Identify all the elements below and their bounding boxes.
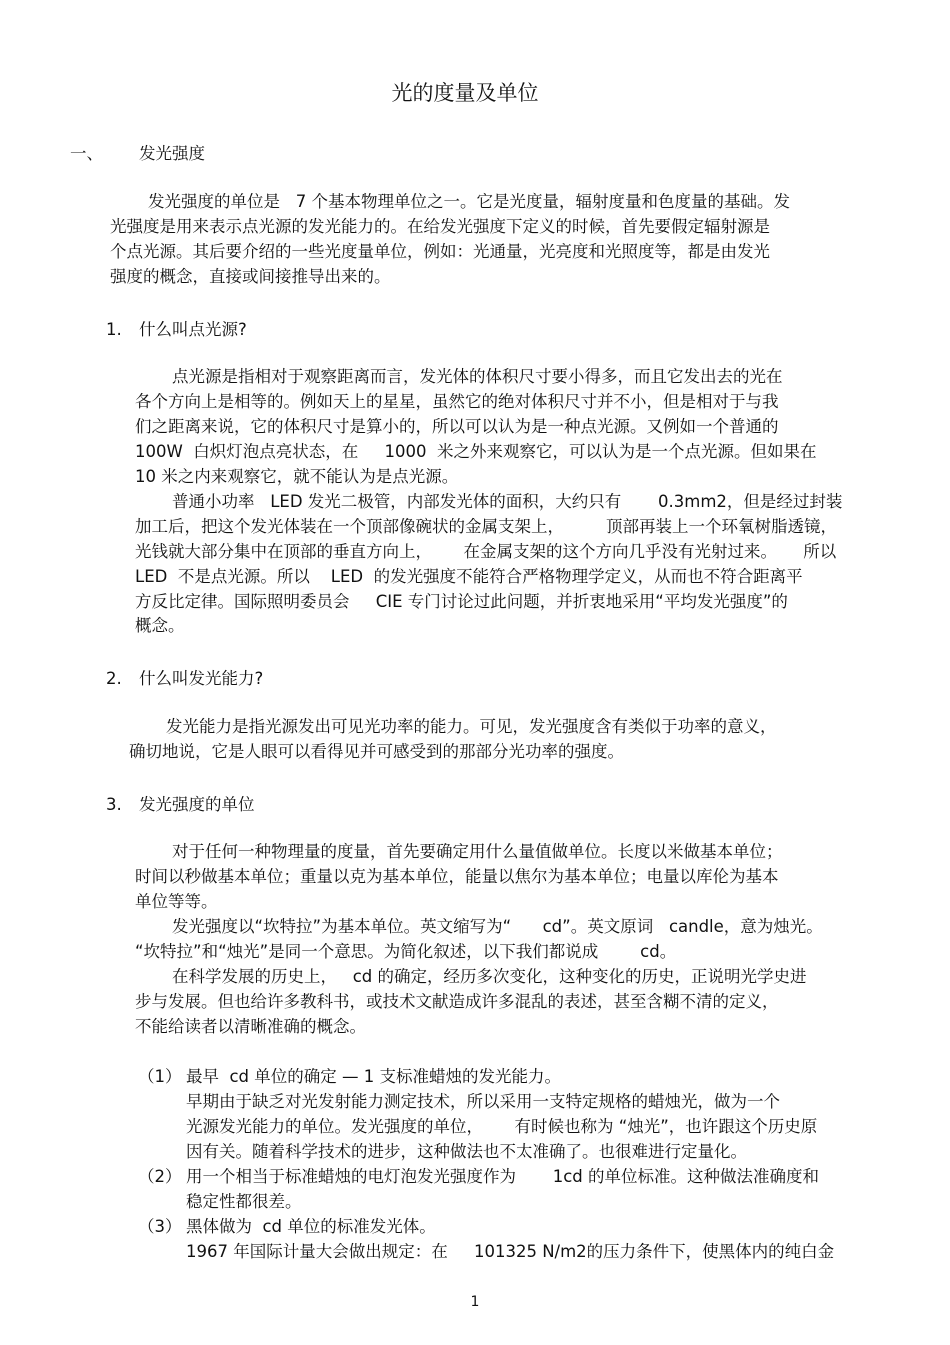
- q3-heading: 发光强度的单位: [139, 795, 255, 814]
- q3-line: “坎特拉”和“烛光”是同一个意思。为简化叙述，以下我们都说成 cd。: [135, 942, 677, 961]
- q1-number: 1.: [106, 320, 122, 339]
- intro-line: 强度的概念，直接或间接推导出来的。: [110, 267, 391, 286]
- q3-number: 3.: [106, 795, 122, 814]
- item-line: 光源发光能力的单位。发光强度的单位， 有时候也称为 “烛光”，也许跟这个历史原: [186, 1117, 818, 1136]
- q2-number: 2.: [106, 669, 122, 688]
- q1-line: 各个方向上是相等的。例如天上的星星，虽然它的绝对体积尺寸并不小，但是相对于与我: [135, 392, 779, 411]
- q3-line: 对于任何一种物理量的度量，首先要确定用什么量值做单位。长度以米做基本单位；: [172, 842, 783, 861]
- item-line: 因有关。随着科学技术的进步，这种做法也不太准确了。也很难进行定量化。: [186, 1142, 747, 1161]
- item-line: 稳定性都很差。: [186, 1192, 302, 1211]
- q2-heading: 什么叫发光能力?: [139, 669, 264, 688]
- item-number: （3）: [138, 1217, 182, 1236]
- q1-line: 光钱就大部分集中在顶部的垂直方向上， 在金属支架的这个方向几乎没有光射过来。 所以: [135, 542, 837, 561]
- item-line: 最早 cd 单位的确定 — 1 支标准蜡烛的发光能力。: [186, 1067, 562, 1086]
- q3-line: 时间以秒做基本单位；重量以克为基本单位，能量以焦尔为基本单位；电量以库伦为基本: [135, 867, 779, 886]
- q1-line: 点光源是指相对于观察距离而言，发光体的体积尺寸要小得多，而且它发出去的光在: [172, 367, 783, 386]
- q3-line: 不能给读者以清晰准确的概念。: [135, 1017, 366, 1036]
- item-line: 早期由于缺乏对光发射能力测定技术，所以采用一支特定规格的蜡烛光，做为一个: [186, 1092, 780, 1111]
- q1-line: 方反比定律。国际照明委员会 CIE 专门讨论过此问题，并折衷地采用“平均发光强度”的: [135, 592, 788, 611]
- section-number: 一、: [70, 144, 103, 163]
- q1-heading: 什么叫点光源?: [139, 320, 247, 339]
- page-number: 1: [470, 1294, 480, 1310]
- q1-line: 100W 白炽灯泡点亮状态，在 1000 米之外来观察它，可以认为是一个点光源。但如果在: [135, 442, 817, 461]
- item-number: （1）: [138, 1067, 182, 1086]
- q3-line: 发光强度以“坎特拉”为基本单位。英文缩写为“ cd”。英文原词 candle，意为烛光。: [172, 917, 823, 936]
- q2-line: 发光能力是指光源发出可见光功率的能力。可见，发光强度含有类似于功率的意义，: [166, 717, 777, 736]
- q1-line: 加工后，把这个发光体装在一个顶部像碗状的金属支架上， 顶部再装上一个环氧树脂透镜，: [135, 517, 837, 536]
- intro-line: 光强度是用来表示点光源的发光能力的。在给发光强度下定义的时候，首先要假定辐射源是: [110, 217, 770, 236]
- section-heading: 发光强度: [139, 144, 205, 163]
- item-line: 1967 年国际计量大会做出规定：在 101325 N/m2的压力条件下，使黑体内的纯白金: [186, 1242, 835, 1261]
- q1-line: LED 不是点光源。所以 LED 的发光强度不能符合严格物理学定义，从而也不符合距离平: [135, 567, 803, 586]
- intro-line: 发光强度的单位是 7 个基本物理单位之一。它是光度量，辐射度量和色度量的基础。发: [148, 192, 790, 211]
- q3-line: 步与发展。但也给许多教科书，或技术文献造成许多混乱的表述，甚至含糊不清的定义，: [135, 992, 779, 1011]
- page-title: 光的度量及单位: [391, 81, 539, 105]
- intro-line: 个点光源。其后要介绍的一些光度量单位，例如：光通量，光亮度和光照度等，都是由发光: [110, 242, 770, 261]
- q1-line: 概念。: [135, 616, 185, 635]
- q1-line: 10 米之内来观察它，就不能认为是点光源。: [135, 467, 459, 486]
- item-line: 黑体做为 cd 单位的标准发光体。: [186, 1217, 436, 1236]
- item-number: （2）: [138, 1167, 182, 1186]
- q1-line: 们之距离来说，它的体积尺寸是算小的，所以可以认为是一种点光源。又例如一个普通的: [135, 417, 779, 436]
- item-line: 用一个相当于标准蜡烛的电灯泡发光强度作为 1cd 的单位标准。这种做法准确度和: [186, 1167, 820, 1186]
- q3-line: 单位等等。: [135, 892, 218, 911]
- q3-line: 在科学发展的历史上， cd 的确定，经历多次变化，这种变化的历史，正说明光学史进: [172, 967, 807, 986]
- q1-line: 普通小功率 LED 发光二极管，内部发光体的面积，大约只有 0.3mm2，但是经过封装: [172, 492, 843, 511]
- q2-line: 确切地说，它是人眼可以看得见并可感受到的那部分光功率的强度。: [129, 742, 624, 761]
